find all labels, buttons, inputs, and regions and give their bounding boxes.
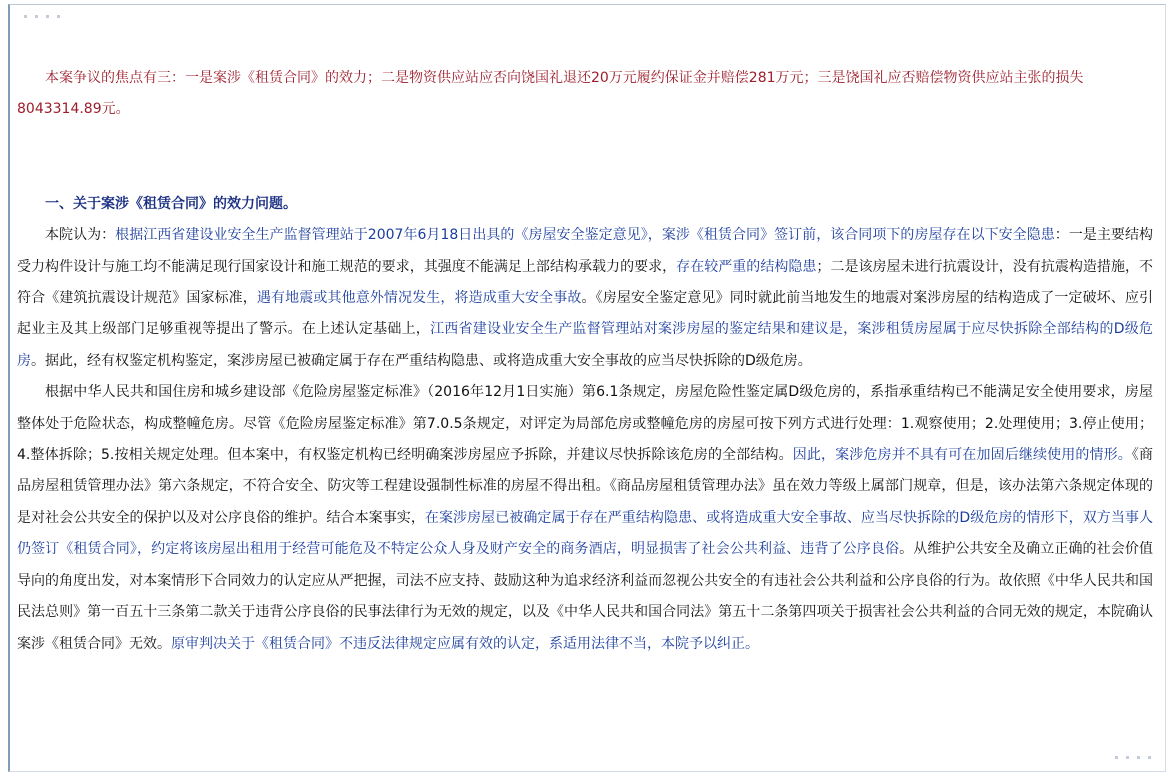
- corner-handle-bottom-right: [1115, 756, 1151, 759]
- document-content: [17, 63, 1153, 660]
- text-run: 《商品房屋租赁管理办法》第六条规定，不符合安全、防灾等工程建设强制性标准的房屋不得出租。《商品房屋租赁管理办法》虽在效力等级上属部门规章，但是，该办法第六条规定体现的是对社会公共安全的保护以及对公序良俗的维护。结合本案事实，: [17, 447, 1154, 526]
- court-opinion-paragraph: [17, 220, 1153, 377]
- legal-basis-paragraph: [17, 377, 1153, 660]
- highlighted-text: 存在较严重的结构隐患: [676, 258, 817, 275]
- highlighted-text: 因此，案涉危房并不具有可在加固后继续使用的情形。: [792, 447, 1132, 464]
- text-run: 。从维护公共安全及确立正确的社会价值导向的角度出发，对本案情形下合同效力的认定应从严把握，司法不应支持、鼓励这种为追求经济利益而忽视公共安全的有违社会公共利益和公序良俗的行为。故依照《中华人民共和国民法总则》第一百五十三条第二款关于违背公序良俗的民事法律行为无效的规定，以及《中华人民共和国合同法》第五十二条第四项关于损害社会公共利益的合同无效的规定，本院确认案涉《租赁合同》无效。: [17, 541, 1154, 652]
- highlighted-text: 原审判决关于《租赁合同》不违反法律规定应属有效的认定，系适用法律不当，本院予以纠正。: [171, 635, 759, 652]
- highlighted-text: 江西省建设业安全生产监督管理站对案涉房屋的鉴定结果和建议是，案涉租赁房屋属于应尽快拆除全部结构的D级危房: [17, 321, 1154, 369]
- highlighted-text: 在案涉房屋已被确定属于存在严重结构隐患、或将造成重大安全事故、应当尽快拆除的D级危房的情形下，双方当事人仍签订《租赁合同》，约定将该房屋出租用于经营可能危及不特定公众人身及财产安全的商务酒店，明显损害了社会公共利益、违背了公序良俗: [17, 509, 1153, 558]
- text-run: 根据中华人民共和国住房和城乡建设部《危险房屋鉴定标准》（2016年12月1日实施）第6.1条规定，房屋危险性鉴定属D级危房的，系指承重结构已不能满足安全使用要求，房屋整体处于危险状态，构成整幢危房。尽管《危险房屋鉴定标准》第7.0.5条规定，对评定为局部危房或整幢危房的房屋可按下列方式进行处理：1.观察使用；2.处理使用；3.停止使用；4.整体拆除；5.按相关规定处理。但本案中，有权鉴定机构已经明确案涉房屋应予拆除，并建议尽快拆除该危房的全部结构。: [17, 384, 1153, 464]
- corner-handle-top-left: [24, 15, 60, 18]
- text-run: 。据此，经有权鉴定机构鉴定，案涉房屋已被确定属于存在严重结构隐患、或将造成重大安全事故的应当尽快拆除的D级危房。: [31, 352, 812, 369]
- section-contract-validity: [17, 189, 1153, 660]
- highlighted-text: 根据江西省建设业安全生产监督管理站于2007年6月18日出具的《房屋安全鉴定意见》，案涉《租赁合同》签订前，该合同项下的房屋存在以下安全隐患: [115, 227, 1055, 244]
- section-heading: 一、关于案涉《租赁合同》的效力问题。: [45, 195, 297, 212]
- text-run: ：一是主要结构受力构件设计与施工均不能满足现行国家设计和施工规范的要求，其强度不能满足上部结构承载力的要求，: [17, 227, 1154, 275]
- text-run: 本院认为：: [45, 227, 116, 244]
- text-run: ；二是该房屋未进行抗震设计，没有抗震构造措施，不符合《建筑抗震设计规范》国家标准，: [17, 258, 1153, 307]
- intro-paragraph: 本案争议的焦点有三：一是案涉《租赁合同》的效力；二是物资供应站应否向饶国礼退还20万元履约保证金并赔偿281万元；三是饶国礼应否赔偿物资供应站主张的损失8043314.89元。: [17, 70, 1084, 118]
- highlighted-text: 遇有地震或其他意外情况发生，将造成重大安全事故: [256, 290, 582, 307]
- text-run: 。《房屋安全鉴定意见》同时就此前当地发生的地震对案涉房屋的结构造成了一定破坏、应引起业主及其上级部门足够重视等提出了警示。在上述认定基础上，: [17, 290, 1154, 338]
